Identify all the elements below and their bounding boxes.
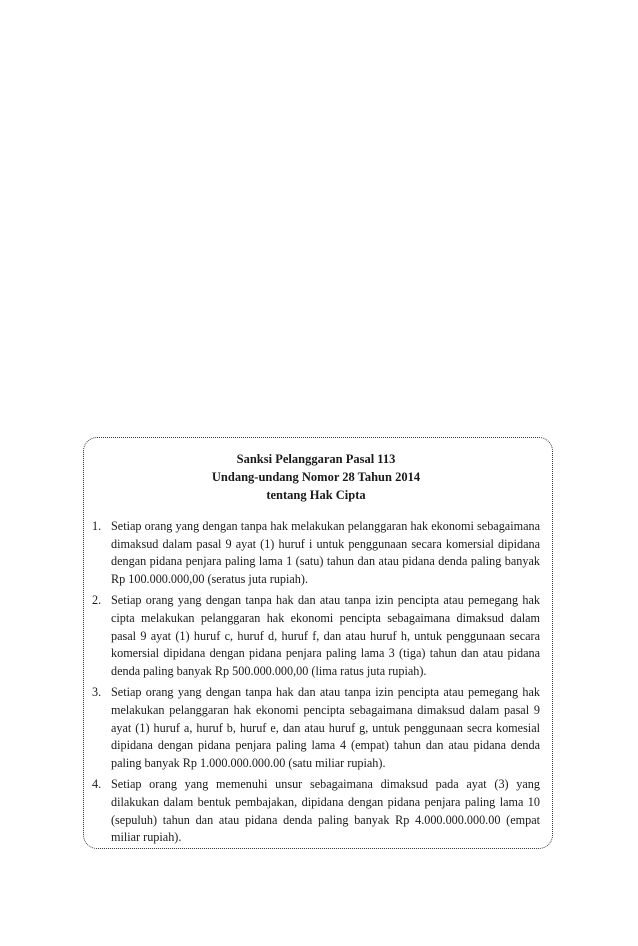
item-text: Setiap orang yang memenuhi unsur sebagaimana dimaksud pada ayat (3) yang dilakukan dalam bentuk pembajakan, dipidana dengan pidana penjara paling lama 10 (sepuluh) tahun dan atau pidana denda paling banyak Rp 4.000.000.000.00 (empat miliar rupiah). (111, 777, 540, 845)
item-number: 3. (92, 685, 102, 700)
heading-subject: tentang Hak Cipta (266, 488, 366, 502)
heading-law: Undang-undang Nomor 28 Tahun 2014 (211, 470, 421, 484)
heading-title: Sanksi Pelanggaran Pasal 113 (236, 452, 396, 466)
item-text: Setiap orang yang dengan tanpa hak dan atau tanpa izin pencipta atau pemegang hak melakukan pelanggaran hak ekonomi pencipta sebagaimana dimaksud dalam pasal 9 ayat (1) huruf a, huruf b, huruf e, dan atau huruf g, untuk penggunaan secra komesial dipidana dengan pidana penjara paling lama 4 (empat) tahun dan atau pidana denda paling banyak Rp 1.000.000.000.00 (satu miliar rupiah). (111, 685, 540, 770)
item-text: Setiap orang yang dengan tanpa hak melakukan pelanggaran hak ekonomi sebagaimana dimaksud dalam pasal 9 ayat (1) huruf i untuk penggunaan secara komersial dipidana dengan pidana penjara paling lama 1 (satu) tahun dan atau pidana denda paling banyak Rp 100.000.000,00 (seratus juta rupiah). (111, 519, 540, 586)
sanksi-box (83, 437, 553, 849)
sanksi-list (92, 518, 540, 847)
list-item (92, 518, 540, 588)
list-item (92, 776, 540, 846)
list-item (92, 684, 540, 772)
item-number: 2. (92, 593, 102, 608)
list-item (92, 592, 540, 680)
item-number: 1. (92, 519, 102, 533)
sanksi-heading (92, 450, 540, 504)
item-number: 4. (92, 777, 102, 792)
item-text: Setiap orang yang dengan tanpa hak dan atau tanpa izin pencipta atau pemegang hak cipta melakukan pelanggaran hak ekonomi pencipta sebagaimana dimaksud dalam pasal 9 ayat (1) huruf c, huruf d, huruf f, dan atau huruf h, untuk penggunaan secara komersial dipidana dengan pidana penjara paling lama 3 (tiga) tahun dan atau pidana denda paling banyak Rp 500.000.000,00 (lima ratus juta rupiah). (111, 593, 540, 678)
